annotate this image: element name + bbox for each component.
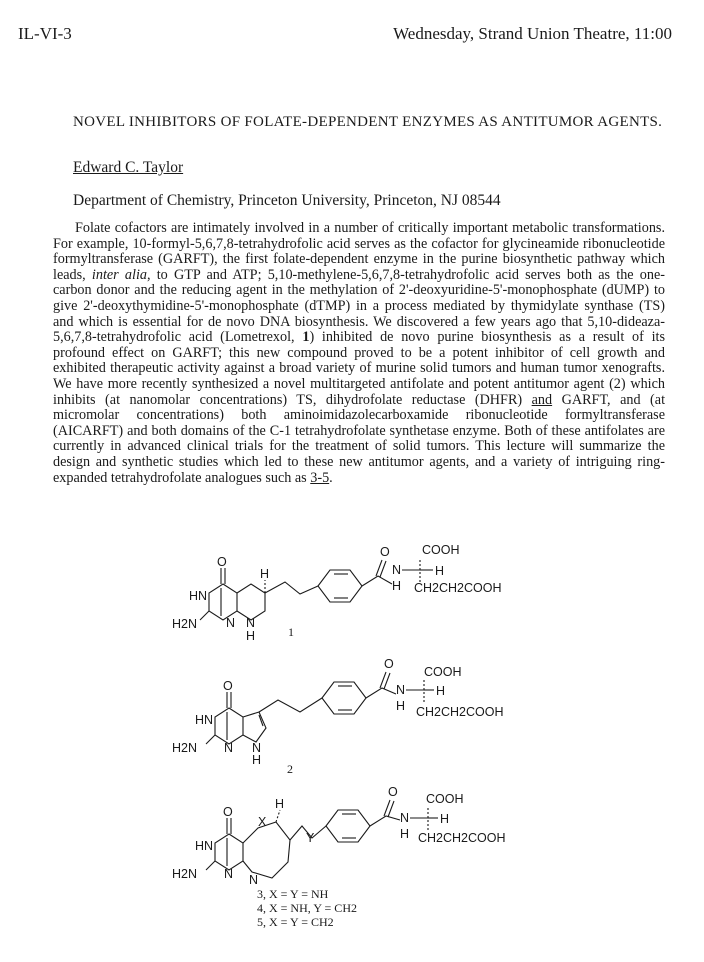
structure-3-5 [172, 785, 506, 929]
s2-amide-nitrogen: N [396, 683, 406, 697]
s3-y-atom: Y [306, 831, 315, 845]
legend-line-3: 3, X = Y = NH [257, 887, 329, 901]
structure-1 [172, 543, 502, 643]
s2-ring-oxygen: O [223, 679, 233, 693]
s3-amide-nitrogen: N [400, 811, 410, 825]
s1-amide-hydrogen: H [392, 579, 402, 593]
compound-ref-1: 1 [302, 329, 310, 346]
s1-compound-label: 1 [288, 625, 294, 639]
s1-hn: HN [189, 589, 208, 603]
s3-hn: HN [195, 839, 214, 853]
s2-cooh: COOH [424, 665, 462, 679]
structure-2 [172, 657, 504, 776]
s2-ring-n2: N [252, 741, 262, 755]
s1-ring-oxygen: O [217, 555, 227, 569]
s1-ring-n1: N [226, 616, 236, 630]
s2-alpha-hydrogen: H [436, 684, 446, 698]
abstract-text-5: . [329, 469, 333, 486]
s3-alpha-hydrogen: H [440, 812, 450, 826]
s1-ring-n2: N [246, 616, 256, 630]
legend-line-4: 4, X = NH, Y = CH2 [257, 901, 357, 915]
s1-cooh: COOH [422, 543, 460, 557]
s3-ring-n2: N [249, 873, 259, 887]
s3-side-chain: CH2CH2COOH [418, 831, 506, 845]
s2-side-chain: CH2CH2COOH [416, 705, 504, 719]
abstract-italic-phrase: inter alia [91, 266, 147, 283]
legend-line-5: 5, X = Y = CH2 [257, 915, 334, 929]
abstract-text-1: Folate cofactors are intimately involved in a number of critically important metabolic transformations. For example, 10-formyl-5,6,7,8-tetrahydrofolic acid serves as the cofactor for glycineamide ribonucleotide formyltransferase (GARFT), the first folate-dependent enzyme in the purine biosynthetic pathway which leads, [53, 220, 665, 283]
s3-x-atom: X [258, 815, 267, 829]
abstract-text-4: GARFT, and (at micromolar concentrations) both aminoimidazolecarboxamide ribonucleotide formyltransferase (AICARFT) and both domains of the C-1 tetrahydrofolate synthetase enzyme. Both of these antifolates are currently in advanced clinical trials for the treatment of solid tumors. This lecture will summarize the design and synthetic studies which led to these new antitumor agents, and a variety of intriguing ring-expanded tetrahydrofolate analogues such as [53, 391, 666, 486]
s3-cooh: COOH [426, 792, 464, 806]
s3-amide-hydrogen: H [400, 827, 410, 841]
s3-h2n: H2N [172, 867, 198, 881]
s3-oxygen-atom: O [388, 785, 398, 799]
s3-ring-n1: N [224, 867, 234, 881]
session-info: Wednesday, Strand Union Theatre, 11:00 [393, 24, 672, 43]
abstract-underlined-and: and [531, 391, 553, 408]
s1-oxygen-atom: O [380, 545, 390, 559]
s1-nh-hydrogen: H [246, 629, 256, 643]
s1-h2n: H2N [172, 617, 198, 631]
s1-alpha-hydrogen: H [435, 564, 445, 578]
s2-ring-n1: N [224, 741, 234, 755]
s1-stereo-hydrogen: H [260, 567, 270, 581]
s2-compound-label: 2 [287, 762, 293, 776]
s2-hn: HN [195, 713, 214, 727]
author-affiliation: Department of Chemistry, Princeton University, Princeton, NJ 08544 [73, 192, 501, 209]
page-title: NOVEL INHIBITORS OF FOLATE-DEPENDENT ENZYMES AS ANTITUMOR AGENTS. [73, 114, 663, 130]
s1-amide-nitrogen: N [392, 563, 402, 577]
s3-ring-oxygen: O [223, 805, 233, 819]
abstract-text-3: ) inhibited de novo purine biosynthesis as a result of its profound effect on GARFT; this new compound proved to be a potent inhibitor of cell growth and exhibited therapeutic activity against a broad variety of murine solid tumors and human tumor xenografts. We have more recently synthesized a novel multitargeted antifolate and potent antitumor agent (2) which inhibits (at nanomolar concentrations) TS, dihydrofolate reductase (DHFR) [53, 329, 665, 408]
s2-nh-hydrogen: H [252, 753, 262, 767]
author-name: Edward C. Taylor [73, 159, 184, 176]
s2-amide-hydrogen: H [396, 699, 406, 713]
s2-oxygen-atom: O [384, 657, 394, 671]
page-code: IL-VI-3 [18, 24, 72, 43]
s2-h2n: H2N [172, 741, 198, 755]
s3-stereo-hydrogen: H [275, 797, 285, 811]
compound-ref-3-5: 3-5 [310, 469, 330, 486]
abstract-text-2: , to GTP and ATP; 5,10-methylene-5,6,7,8-tetrahydrofolic acid serves both as the one-carbon donor and the reducing agent in the methylation of 2'-deoxyuridine-5'-monophosphate (dUMP) to give 2'-deoxythymidine-5'-monophosphate (dTMP) in a process mediated by thymidylate synthase (TS) and which is essential for de novo DNA biosynthesis. We discovered a few years ago that 5,10-dideaza-5,6,7,8-tetrahydrofolic acid (Lometrexol, [53, 266, 665, 346]
s1-side-chain: CH2CH2COOH [414, 581, 502, 595]
